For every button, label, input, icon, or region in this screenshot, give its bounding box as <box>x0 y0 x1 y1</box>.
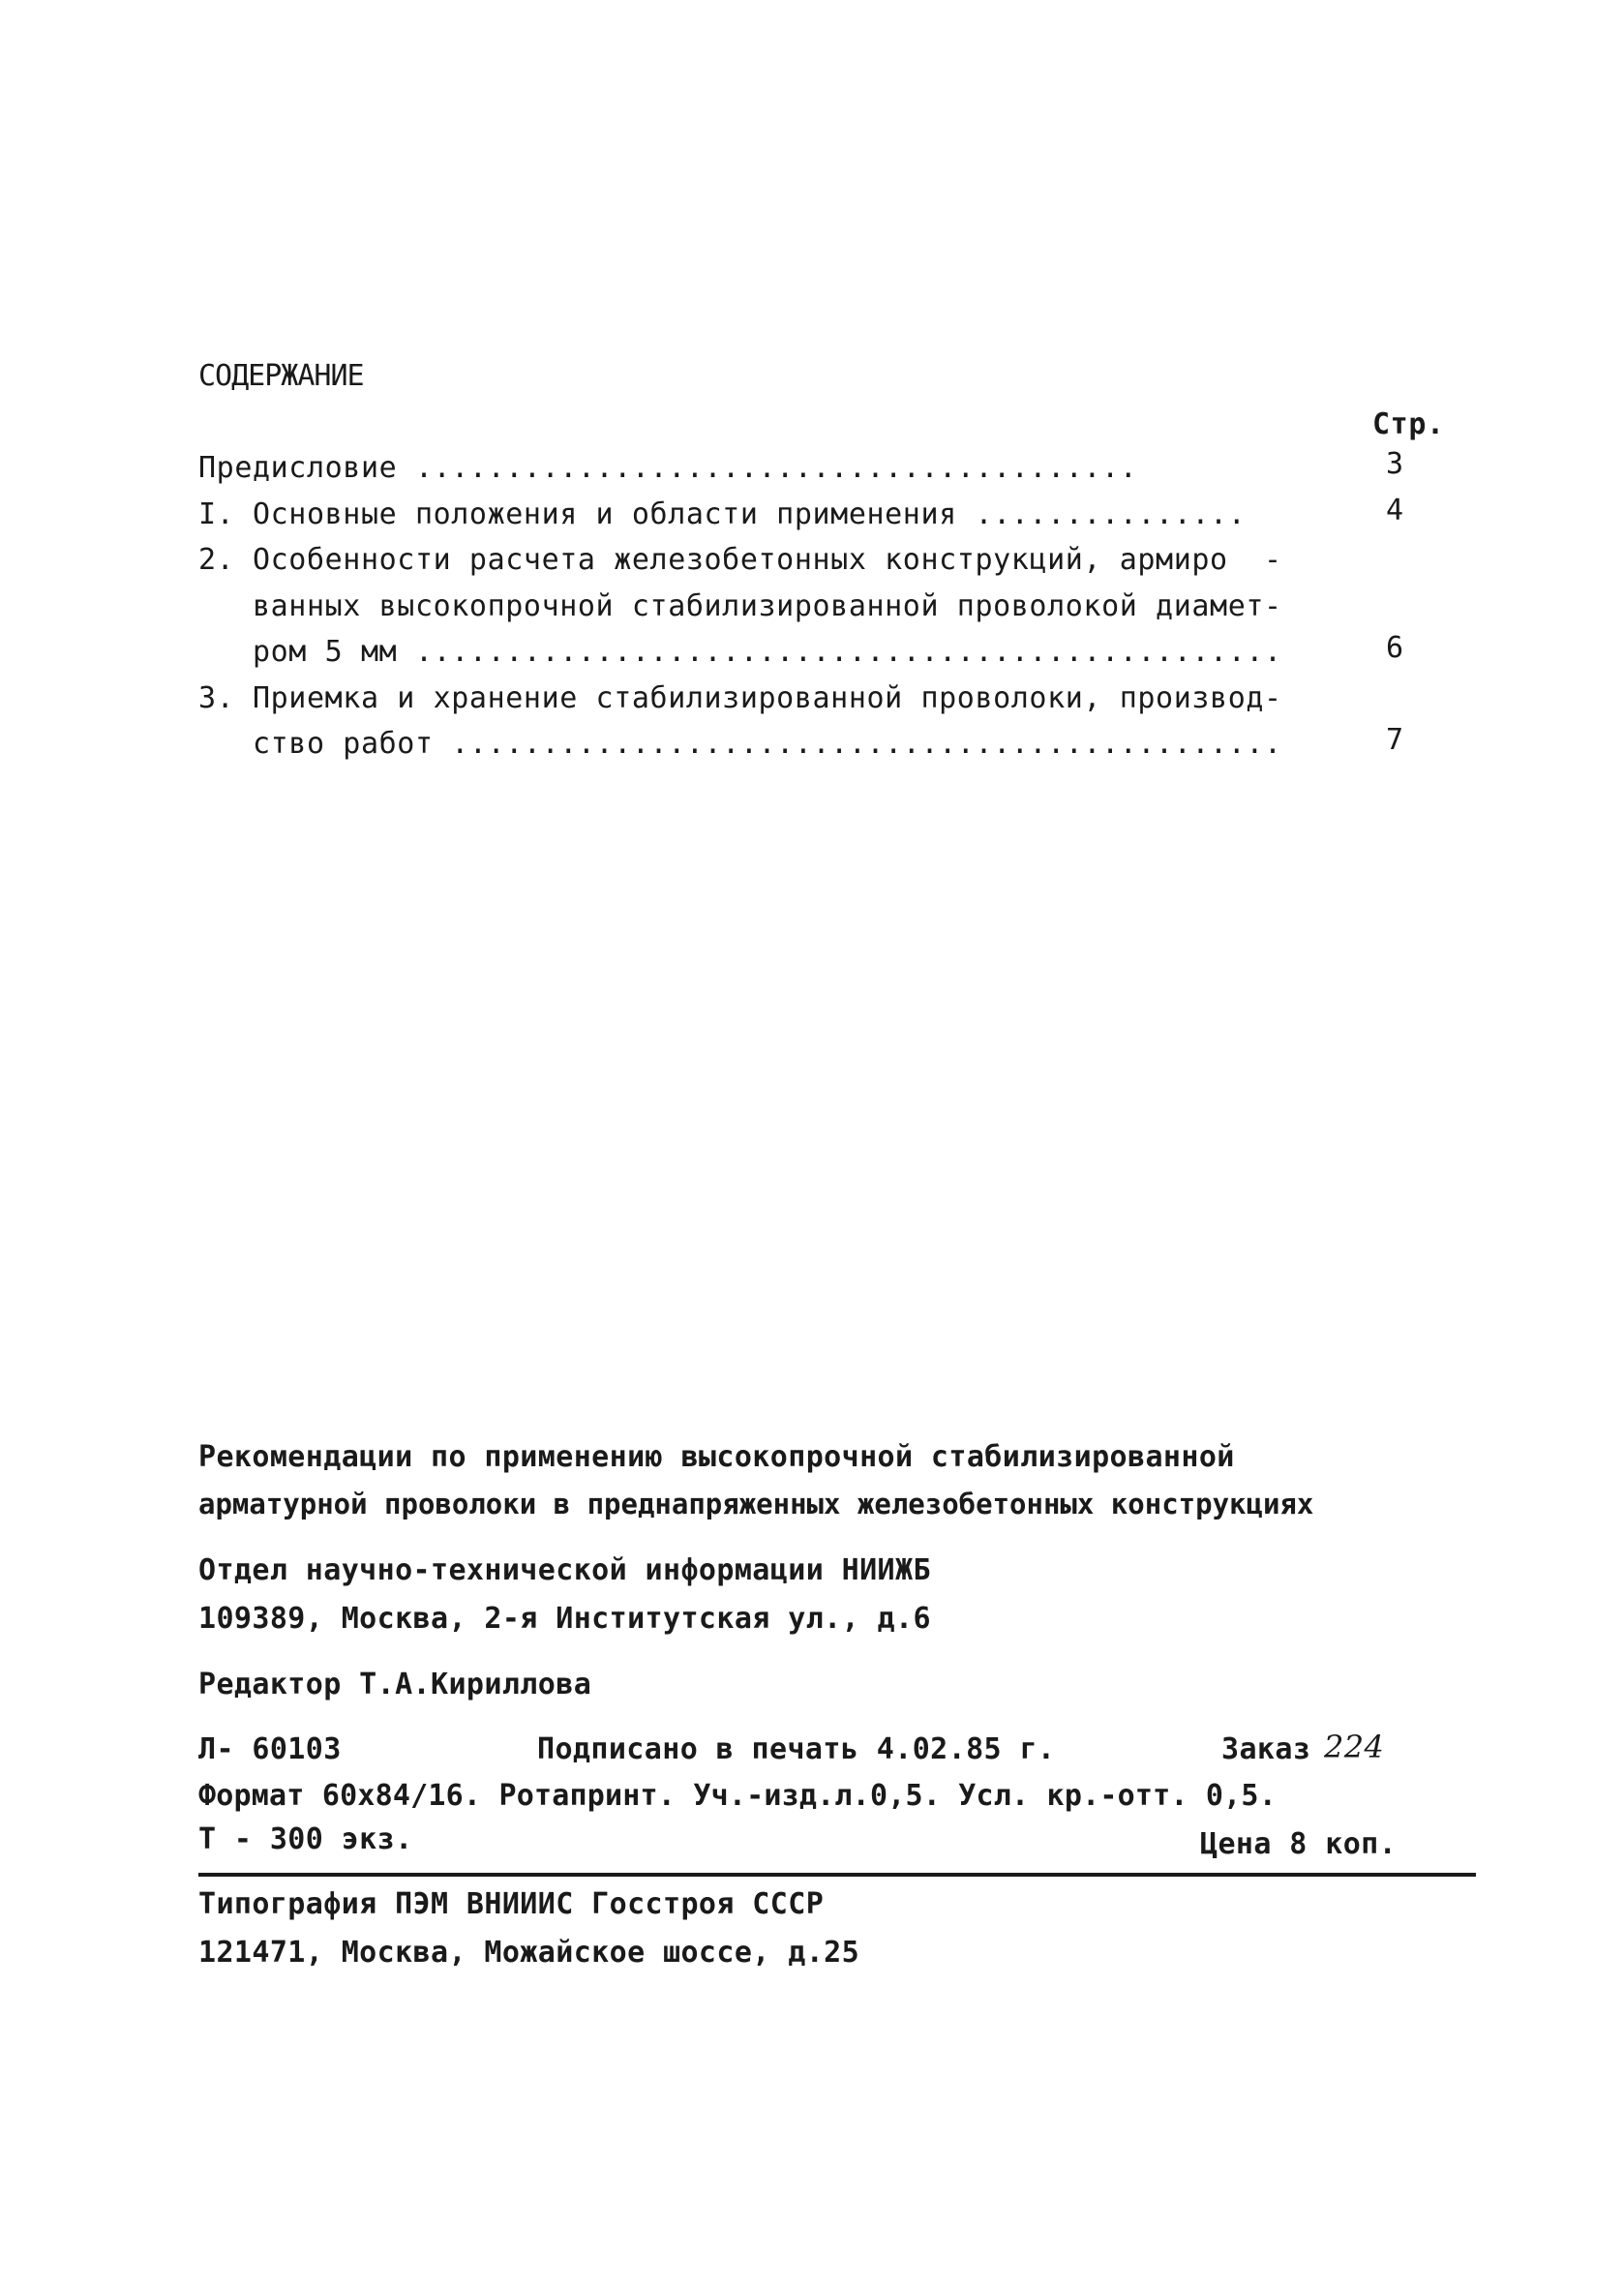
toc-entry-3-line-2: ство работ .............................................. <box>198 727 1282 761</box>
imprint-title-line-2: арматурной проволоки в преднапряженных железобетонных конструкциях <box>198 1488 1314 1520</box>
toc-entry-1-page: 4 <box>1386 494 1404 527</box>
toc-entry-preface-page: 3 <box>1386 447 1404 481</box>
toc-entry-2-line-1: 2. Особенности расчета железобетонных конструкций, армиро - <box>198 543 1282 577</box>
imprint-order-number: 224 <box>1324 1729 1385 1765</box>
toc-entry-2-line-3: ром 5 мм ................................................ <box>198 635 1282 669</box>
imprint-price: Цена 8 коп. <box>1200 1827 1398 1861</box>
imprint-title-line-1: Рекомендации по применению высокопрочной стабилизированной <box>198 1440 1235 1474</box>
toc-entry-2-page: 6 <box>1386 631 1404 665</box>
toc-entry-3-line-1: 3. Приемка и хранение стабилизированной проволоки, производ- <box>198 681 1282 715</box>
imprint-printer-address: 121471, Москва, Можайское шоссе, д.25 <box>198 1936 860 1970</box>
imprint-divider <box>198 1873 1476 1877</box>
imprint-order-label: Заказ <box>1221 1732 1311 1766</box>
toc-title: СОДЕРЖАНИЕ <box>198 359 364 393</box>
toc-page-header: Стр. <box>1372 407 1445 441</box>
imprint-license: Л- 60103 <box>198 1732 342 1766</box>
imprint-editor: Редактор Т.А.Кириллова <box>198 1668 592 1701</box>
imprint-format: Формат 60х84/16. Ротапринт. Уч.-изд.л.0,5. Усл. кр.-отт. 0,5. <box>198 1779 1277 1813</box>
imprint-signed: Подписано в печать 4.02.85 г. <box>537 1732 1056 1766</box>
imprint-printer: Типография ПЭМ ВНИИИС Госстроя СССР <box>198 1887 825 1921</box>
imprint-department-address: 109389, Москва, 2-я Институтская ул., д.6 <box>198 1602 931 1636</box>
toc-entry-preface: Предисловие ........................................ <box>198 451 1138 485</box>
imprint-circulation: Т - 300 экз. <box>198 1822 413 1856</box>
imprint-department: Отдел научно-технической информации НИИЖБ <box>198 1553 931 1587</box>
toc-entry-1: I. Основные положения и области применения ............... <box>198 497 1247 531</box>
toc-entry-2-line-2: ванных высокопрочной стабилизированной проволокой диамет- <box>198 589 1282 623</box>
toc-entry-3-page: 7 <box>1386 723 1404 757</box>
